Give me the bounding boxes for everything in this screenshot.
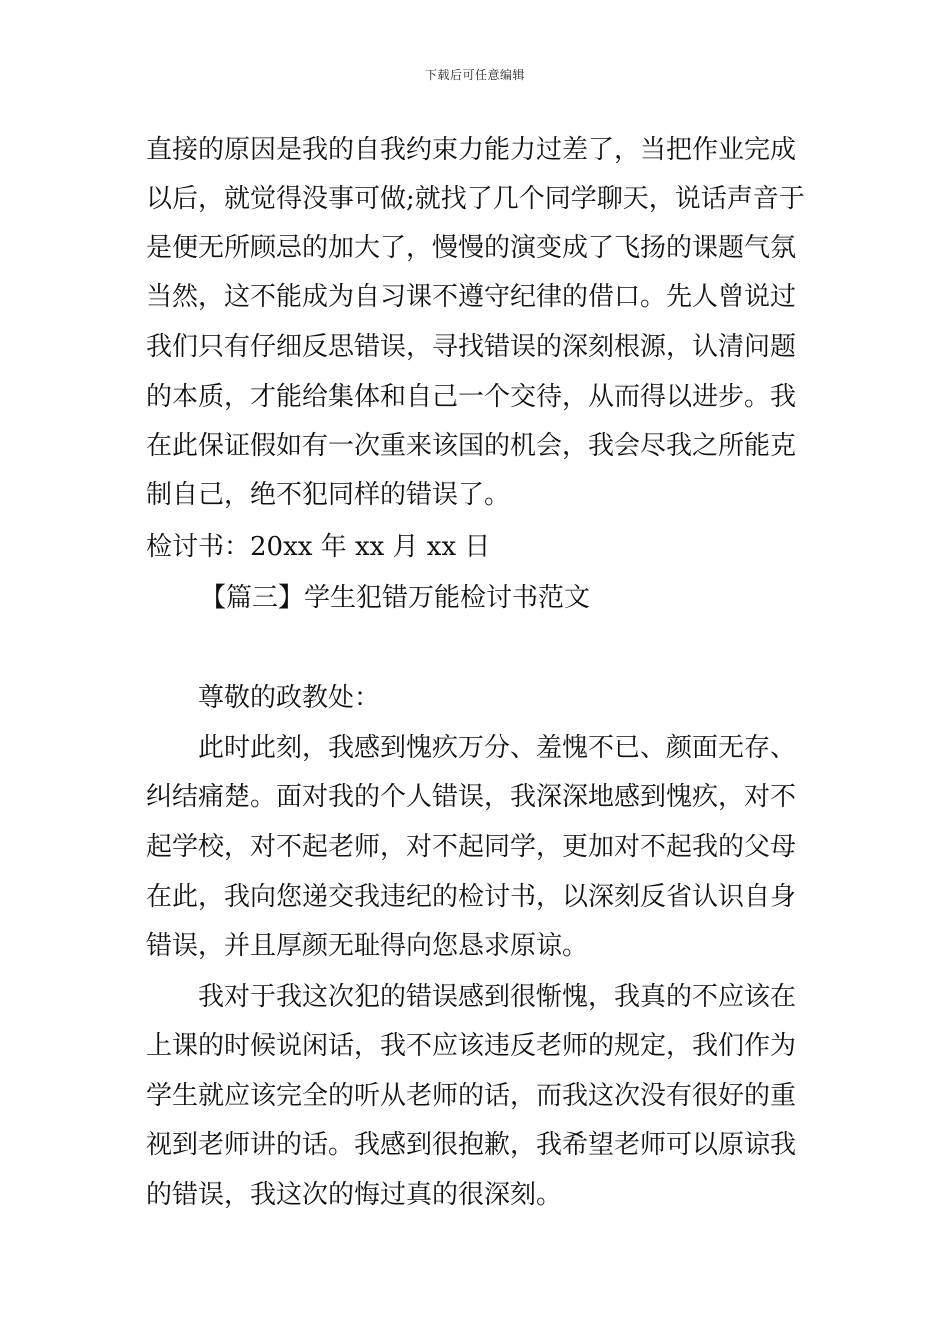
salutation: 尊敬的政教处： — [198, 683, 381, 713]
paragraph-line: 直接的原因是我的自我约束力能力过差了，当把作业完成 — [146, 135, 797, 165]
paragraph-line: 视到老师讲的话。我感到很抱歉，我希望老师可以原谅我 — [146, 1130, 797, 1160]
page-header: 下载后可任意编辑 — [424, 68, 525, 82]
paragraph-line: 当然，这不能成为自习课不遵守纪律的借口。先人曾说过 — [146, 282, 797, 312]
paragraph-line: 在此保证假如有一次重来该国的机会，我会尽我之所能克 — [146, 431, 797, 461]
paragraph-line: 起学校，对不起老师，对不起同学，更加对不起我的父母 — [146, 832, 797, 862]
paragraph-line: 我们只有仔细反思错误，寻找错误的深刻根源，认清问题 — [146, 332, 797, 362]
signature-line: 检讨书：20xx 年 xx 月 xx 日 — [146, 532, 491, 562]
paragraph-line: 错误，并且厚颜无耻得向您恳求原谅。 — [146, 931, 589, 961]
paragraph-line: 的错误，我这次的悔过真的很深刻。 — [146, 1180, 563, 1210]
paragraph-line: 此时此刻，我感到愧疚万分、羞愧不已、颜面无存、 — [198, 733, 797, 763]
paragraph-line: 制自己，绝不犯同样的错误了。 — [146, 480, 511, 510]
paragraph-line: 学生就应该完全的听从老师的话，而我这次没有很好的重 — [146, 1081, 797, 1111]
paragraph-line: 上课的时候说闲话，我不应该违反老师的规定，我们作为 — [146, 1031, 797, 1061]
paragraph-line: 是便无所顾忌的加大了，慢慢的演变成了飞扬的课题气氛 — [146, 233, 797, 263]
paragraph-line: 的本质，才能给集体和自己一个交待，从而得以进步。我 — [146, 382, 797, 412]
paragraph-line: 在此，我向您递交我违纪的检讨书，以深刻反省认识自身 — [146, 882, 797, 912]
paragraph-line: 纠结痛楚。面对我的个人错误，我深深地感到愧疚，对不 — [146, 782, 797, 812]
paragraph-line: 我对于我这次犯的错误感到很惭愧，我真的不应该在 — [198, 982, 797, 1012]
paragraph-line: 以后，就觉得没事可做;就找了几个同学聊天，说话声音于 — [146, 184, 805, 214]
section-title: 【篇三】学生犯错万能检讨书范文 — [200, 583, 591, 613]
